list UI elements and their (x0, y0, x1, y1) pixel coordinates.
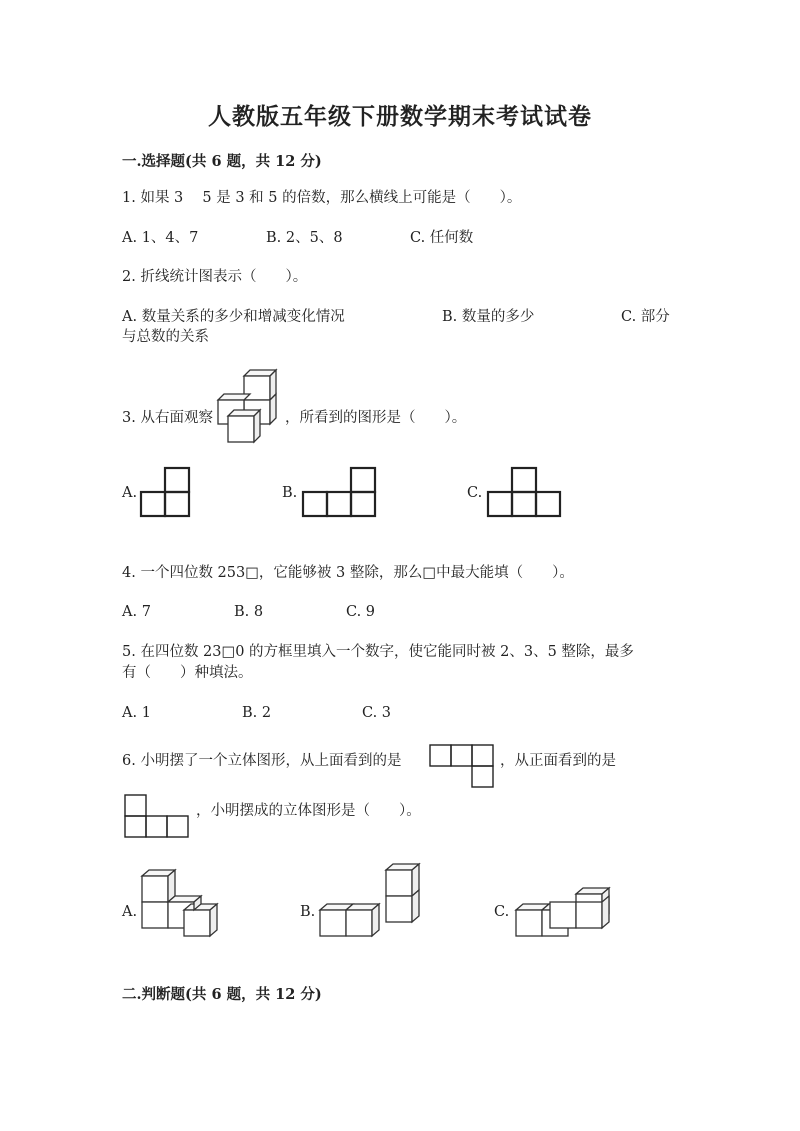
question-6-text-end: ，小明摆成的立体图形是（ ）。 (196, 803, 421, 819)
question-6-front-view-figure (124, 794, 192, 840)
question-3-option-b-figure (302, 467, 378, 519)
question-3-option-a-figure (140, 467, 192, 519)
question-3-text-end: ，所看到的图形是（ ）。 (285, 410, 467, 426)
question-6-option-b-figure (318, 860, 422, 940)
section-heading-true-false: 二.判断题(共 6 题，共 12 分) (122, 986, 322, 1003)
question-2-option-b: B. 数量的多少 (442, 309, 535, 325)
question-6-text-middle: ，从正面看到的是 (500, 753, 616, 769)
question-6-option-a-figure (138, 866, 230, 940)
question-5-option-c: C. 3 (362, 705, 392, 721)
question-3-option-b: B. (282, 485, 298, 501)
question-2-option-c-continued: 与总数的关系 (122, 329, 209, 345)
question-5-option-a: A. 1 (122, 705, 151, 721)
question-1-option-a: A. 1、4、7 (122, 230, 199, 246)
question-6-option-b: B. (300, 904, 316, 920)
question-3-option-c-figure (487, 467, 563, 519)
question-5-text-line1: 5. 在四位数 23□0 的方框里填入一个数字，使它能同时被 2、3、5 整除，最多 (122, 644, 634, 660)
question-3-cube-stack-figure (216, 366, 280, 446)
page-title: 人教版五年级下册数学期末考试试卷 (208, 103, 592, 130)
question-2-text: 2. 折线统计图表示（ ）。 (122, 269, 308, 285)
question-3-option-a: A. (122, 485, 138, 501)
question-5-text-line2: 有（ ）种填法。 (122, 665, 253, 681)
question-2-option-c: C. 部分 (621, 309, 670, 325)
question-4-text: 4. 一个四位数 253□，它能够被 3 整除，那么□中最大能填（ ）。 (122, 565, 574, 581)
question-4-option-b: B. 8 (234, 604, 264, 620)
question-6-option-a: A. (122, 904, 138, 920)
question-1-option-b: B. 2、5、8 (266, 230, 343, 246)
question-6-top-view-figure (429, 744, 497, 790)
question-6-text-start: 6. 小明摆了一个立体图形，从上面看到的是 (122, 753, 402, 769)
question-6-option-c-figure (514, 884, 622, 940)
question-1-text: 1. 如果 3 5 是 3 和 5 的倍数，那么横线上可能是（ ）。 (122, 190, 522, 206)
question-1-option-c: C. 任何数 (410, 230, 474, 246)
section-heading-choice: 一.选择题(共 6 题，共 12 分) (122, 153, 322, 170)
question-3-option-c: C. (467, 485, 483, 501)
question-4-option-a: A. 7 (122, 604, 151, 620)
question-5-option-b: B. 2 (242, 705, 272, 721)
question-4-option-c: C. 9 (346, 604, 376, 620)
question-2-option-a: A. 数量关系的多少和增减变化情况 (122, 309, 345, 325)
question-3-text-start: 3. 从右面观察 (122, 410, 213, 426)
question-6-option-c: C. (494, 904, 510, 920)
